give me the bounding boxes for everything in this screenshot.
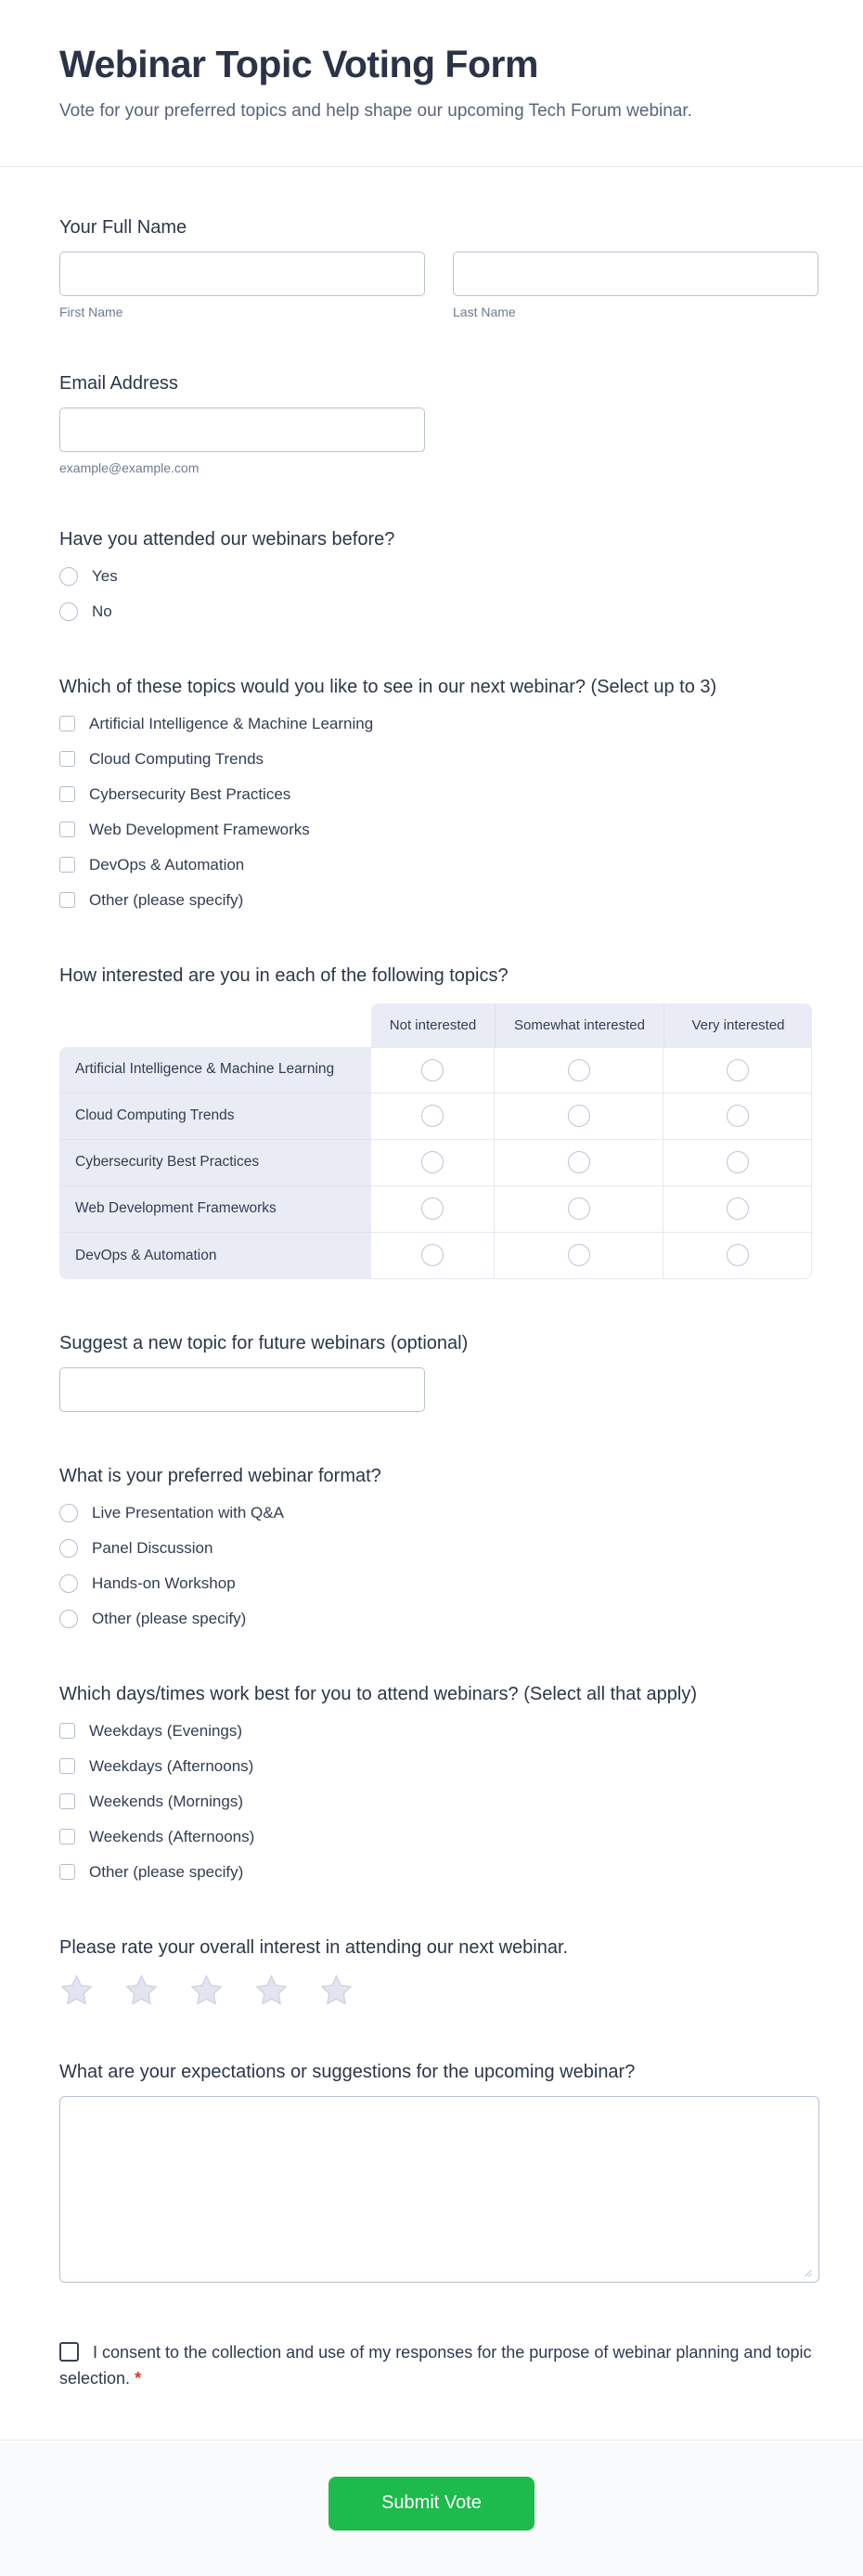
checkbox-option-webdev[interactable] [59,819,818,841]
checkbox-icon[interactable] [59,857,75,873]
option-label[interactable]: Weekdays (Evenings) [89,1721,243,1740]
checkbox-option-other[interactable] [59,889,818,912]
radio-option-yes[interactable] [59,565,818,588]
matrix-radio[interactable] [568,1059,590,1081]
radio-option-no[interactable] [59,601,818,623]
checkbox-option-cloud[interactable] [59,748,818,770]
required-asterisk: * [135,2368,142,2388]
question-email [59,371,818,475]
submit-button[interactable]: Submit Vote [328,2477,535,2531]
matrix-row-label: DevOps & Automation [59,1233,371,1279]
question-label: Your Full Name [59,216,187,238]
matrix-corner [59,1003,371,1047]
matrix-radio[interactable] [568,1244,590,1266]
star-icon[interactable] [189,1974,224,2008]
checkbox-icon[interactable] [59,716,75,731]
radio-icon[interactable] [59,1610,78,1628]
radio-option-workshop[interactable] [59,1573,818,1595]
checkbox-icon[interactable] [59,892,75,908]
question-label: Suggest a new topic for future webinars (optional) [59,1332,469,1353]
option-label[interactable]: Live Presentation with Q&A [92,1503,284,1521]
question-interest-matrix [59,964,818,1279]
question-format [59,1464,818,1630]
matrix-cell [495,1094,663,1140]
matrix-radio[interactable] [568,1105,590,1127]
question-topics [59,675,818,912]
checkbox-option-cybersecurity[interactable] [59,783,818,806]
matrix-cell [495,1186,663,1233]
matrix-cell [663,1047,812,1094]
option-label[interactable]: Cybersecurity Best Practices [89,784,291,803]
star-icon[interactable] [124,1974,159,2008]
option-label[interactable]: Yes [92,566,118,585]
star-rating[interactable] [59,1974,818,2008]
email-sublabel: example@example.com [59,460,200,475]
last-name-sublabel: Last Name [453,304,516,319]
matrix-cell [371,1233,495,1279]
submit-section [0,2440,863,2576]
option-label[interactable]: Weekdays (Afternoons) [89,1756,254,1775]
checkbox-option-other-days[interactable] [59,1861,818,1883]
option-label[interactable]: DevOps & Automation [89,855,245,874]
question-label: Which of these topics would you like to see in our next webinar? (Select up to 3) [59,676,717,697]
last-name-group [453,252,818,319]
radio-icon[interactable] [59,1574,78,1593]
matrix-radio[interactable] [421,1244,444,1266]
option-label[interactable]: Web Development Frameworks [89,820,310,838]
checkbox-icon[interactable] [59,1758,75,1774]
checkbox-option-weekday-evenings[interactable] [59,1720,818,1742]
option-label[interactable]: Panel Discussion [92,1538,213,1557]
question-days [59,1682,818,1883]
checkbox-icon[interactable] [59,751,75,767]
consent-row [59,2339,818,2391]
matrix-col-header: Not interested [371,1003,495,1047]
question-label: Have you attended our webinars before? [59,528,395,550]
first-name-group [59,252,425,319]
question-suggest-topic [59,1331,818,1412]
matrix-row-label: Artificial Intelligence & Machine Learning [59,1047,371,1094]
matrix-cell [371,1047,495,1094]
option-label[interactable]: Weekends (Afternoons) [89,1827,255,1845]
matrix-cell [371,1186,495,1233]
matrix-cell [663,1233,812,1279]
star-icon[interactable] [254,1974,289,2008]
checkbox-option-weekend-afternoons[interactable] [59,1826,818,1848]
matrix-table [59,1003,818,1279]
question-label: What are your expectations or suggestions for the upcoming webinar? [59,2061,636,2082]
matrix-radio[interactable] [421,1197,444,1220]
matrix-cell [371,1094,495,1140]
last-name-input[interactable] [453,252,818,296]
suggest-topic-input[interactable] [59,1367,425,1412]
matrix-row-label: Cloud Computing Trends [59,1094,371,1140]
checkbox-icon[interactable] [59,1723,75,1739]
checkbox-option-weekday-afternoons[interactable] [59,1755,818,1778]
star-icon[interactable] [319,1974,354,2008]
question-label: Please rate your overall interest in attending our next webinar. [59,1936,569,1958]
matrix-radio[interactable] [727,1105,749,1127]
form-body [0,167,863,2440]
matrix-radio[interactable] [727,1151,749,1173]
matrix-radio[interactable] [727,1197,749,1220]
radio-option-panel-discussion[interactable] [59,1537,818,1560]
matrix-cell [371,1140,495,1186]
expectations-textarea[interactable] [59,2096,819,2283]
question-label: What is your preferred webinar format? [59,1465,381,1486]
matrix-radio[interactable] [421,1105,444,1127]
matrix-radio[interactable] [727,1244,749,1266]
option-label[interactable]: Weekends (Mornings) [89,1792,243,1810]
matrix-col-header: Somewhat interested [495,1003,663,1047]
option-label[interactable]: Cloud Computing Trends [89,749,264,768]
matrix-radio[interactable] [727,1059,749,1081]
radio-icon[interactable] [59,602,78,621]
option-label[interactable]: Other (please specify) [89,1862,244,1881]
matrix-cell [495,1140,663,1186]
checkbox-option-ai-ml[interactable] [59,713,818,735]
checkbox-icon[interactable] [59,786,75,802]
matrix-cell [663,1140,812,1186]
checkbox-icon[interactable] [59,1793,75,1809]
email-input[interactable] [59,408,425,452]
matrix-radio[interactable] [421,1059,444,1081]
matrix-row-label: Cybersecurity Best Practices [59,1140,371,1186]
radio-icon[interactable] [59,1504,78,1522]
option-label[interactable]: Hands-on Workshop [92,1573,236,1592]
form-header [0,0,863,167]
question-full-name [59,215,818,319]
option-label[interactable]: Other (please specify) [92,1609,247,1627]
checkbox-icon[interactable] [59,1864,75,1880]
checkbox-icon[interactable] [59,822,75,837]
matrix-radio[interactable] [568,1151,590,1173]
option-label[interactable]: No [92,602,112,620]
question-consent [59,2339,818,2391]
page-title: Webinar Topic Voting Form [59,43,538,85]
question-label: Which days/times work best for you to attend webinars? (Select all that apply) [59,1683,697,1704]
first-name-input[interactable] [59,252,425,296]
matrix-cell [495,1047,663,1094]
question-label: Email Address [59,372,178,394]
matrix-cell [495,1233,663,1279]
consent-label[interactable]: I consent to the collection and use of my responses for the purpose of webinar planning and topic selection. [59,2342,812,2388]
matrix-cell [663,1186,812,1233]
matrix-radio[interactable] [421,1151,444,1173]
option-label[interactable]: Artificial Intelligence & Machine Learning [89,714,374,732]
matrix-radio[interactable] [568,1197,590,1220]
matrix-row-label: Web Development Frameworks [59,1186,371,1233]
checkbox-option-devops[interactable] [59,854,818,876]
star-icon[interactable] [59,1974,94,2008]
radio-icon[interactable] [59,567,78,586]
first-name-sublabel: First Name [59,304,123,319]
question-expectations [59,2060,818,2287]
radio-option-live-presentation[interactable] [59,1502,818,1524]
option-label[interactable]: Other (please specify) [89,890,244,909]
radio-option-other-format[interactable] [59,1608,818,1630]
consent-checkbox[interactable] [59,2342,79,2362]
page-subtitle: Vote for your preferred topics and help shape our upcoming Tech Forum webinar. [59,101,692,122]
question-attended [59,527,818,623]
checkbox-option-weekend-mornings[interactable] [59,1791,818,1813]
checkbox-icon[interactable] [59,1829,75,1845]
matrix-cell [663,1094,812,1140]
radio-icon[interactable] [59,1539,78,1558]
question-label: How interested are you in each of the following topics? [59,964,509,986]
matrix-col-header: Very interested [663,1003,812,1047]
question-rating [59,1935,818,2008]
